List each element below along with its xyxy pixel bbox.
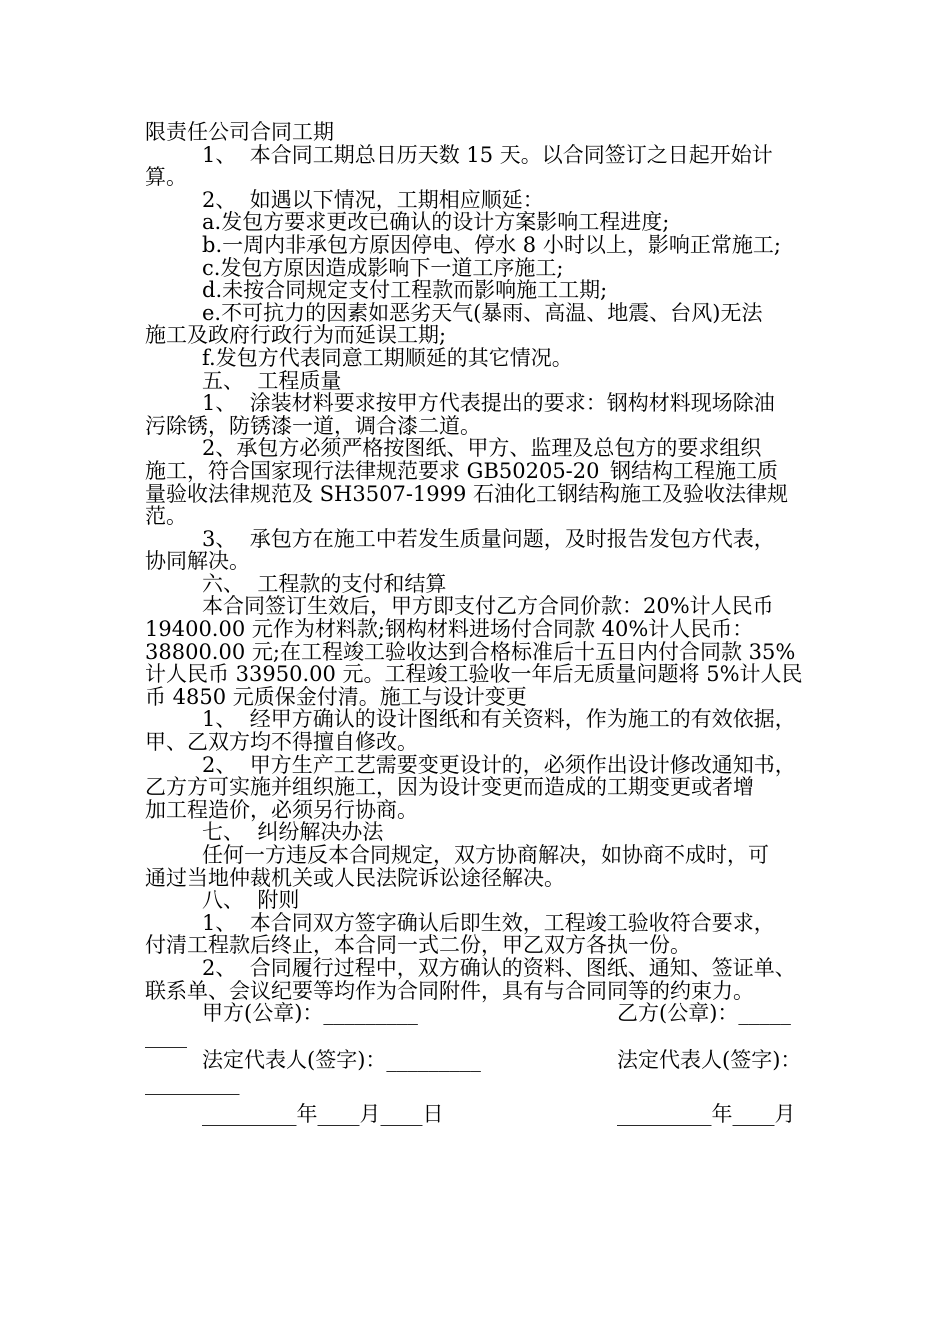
text-line: 五、 工程质量 [202,368,342,393]
text-line: 施工及政府行政行为而延误工期; [145,323,447,348]
text-line: 2、承包方必须严格按图纸、甲方、监理及总包方的要求组织 [202,436,762,461]
party-a-date: _________年____月____日 [202,1101,444,1126]
text-line: 2、 合同履行过程中，双方确认的资料、图纸、通知、签证单、 [202,955,796,980]
text-line: 1、 涂装材料要求按甲方代表提出的要求：钢构材料现场除油 [202,391,775,416]
text-line: 本合同签订生效后，甲方即支付乙方合同价款：20%计人民币 [202,594,774,619]
text-line: e.不可抗力的因素如恶劣天气(暴雨、高温、地震、台风)无法 [202,300,763,325]
text-line: 加工程造价，必须另行协商。 [145,797,418,822]
party-b-seal: 乙方(公章)：_____ [617,1001,791,1026]
text-line: a.发包方要求更改已确认的设计方案影响工程进度; [202,210,670,235]
text-line: 甲、乙双方均不得擅自修改。 [145,730,418,755]
text-line: 通过当地仲裁机关或人民法院诉讼途径解决。 [145,865,565,890]
party-a-seal: 甲方(公章)：_________ [202,1001,418,1026]
party-a-representative-continuation: _________ [145,1070,240,1095]
text-line: 乙方方可实施并组织施工，因为设计变更而造成的工期变更或者增 [145,775,754,800]
text-line: 1、 经甲方确认的设计图纸和有关资料，作为施工的有效依据， [202,707,796,732]
text-line: 协同解决。 [145,549,250,574]
text-line: 任何一方违反本合同规定，双方协商解决，如协商不成时，可 [202,843,769,867]
text-line: 2、 如遇以下情况，工期相应顺延： [202,187,544,212]
text-line: 38800.00 元;在工程竣工验收达到合格标准后十五日内付合同款 35% [145,639,796,664]
text-line: 计人民币 33950.00 元。工程竣工验收一年后无质量问题将 5%计人民 [145,662,803,687]
text-line: 限责任公司合同工期 [145,120,334,144]
text-line: 19400.00 元作为材料款;钢构材料进场付合同款 40%计人民币： [145,617,754,642]
signature-row-date [145,1103,810,1126]
text-line: 联系单、会议纪要等均作为合同附件，具有与合同同等的约束力。 [145,978,754,1003]
text-line: 付清工程款后终止，本合同一式二份，甲乙双方各执一份。 [145,933,691,958]
text-line: 3、 承包方在施工中若发生质量问题，及时报告发包方代表， [202,526,775,551]
text-line: c.发包方原因造成影响下一道工序施工; [202,255,564,280]
signature-row-representative [145,1049,810,1072]
party-b-date: _________年____月 [617,1101,796,1126]
text-line: 六、 工程款的支付和结算 [202,571,447,596]
text-line: 施工，符合国家现行法律规范要求 GB50205-20_钢结构工程施工质 [145,458,779,483]
text-line: 七、 纠纷解决办法 [202,820,384,845]
text-line: f.发包方代表同意工期顺延的其它情况。 [202,345,573,370]
text-line: 范。 [145,504,187,529]
text-line: 1、 本合同工期总日历天数 15 天。以合同签订之日起开始计 [202,142,773,167]
party-b-seal-continuation: ____ [145,1023,187,1048]
text-line: 量验收法律规范及 SH3507-1999 石油化工钢结构施工及验收法律规 [145,481,789,506]
text-line: 污除锈，防锈漆一道，调合漆二道。 [145,413,481,438]
signature-row-seal [145,1002,810,1025]
party-a-representative: 法定代表人(签字)：_________ [202,1048,481,1073]
text-line: 2、 甲方生产工艺需要变更设计的，必须作出设计修改通知书， [202,752,796,777]
text-line: d.未按合同规定支付工程款而影响施工工期; [202,278,608,303]
text-line: 算。 [145,165,187,190]
text-line: 八、 附则 [202,888,300,913]
text-line: 1、 本合同双方签字确认后即生效，工程竣工验收符合要求， [202,910,775,935]
document-body [145,121,810,1125]
text-line: b.一周内非承包方原因停电、停水 8 小时以上，影响正常施工; [202,232,781,257]
party-b-representative: 法定代表人(签字)： [617,1048,802,1073]
text-line: 币 4850 元质保金付清。施工与设计变更 [145,684,527,709]
